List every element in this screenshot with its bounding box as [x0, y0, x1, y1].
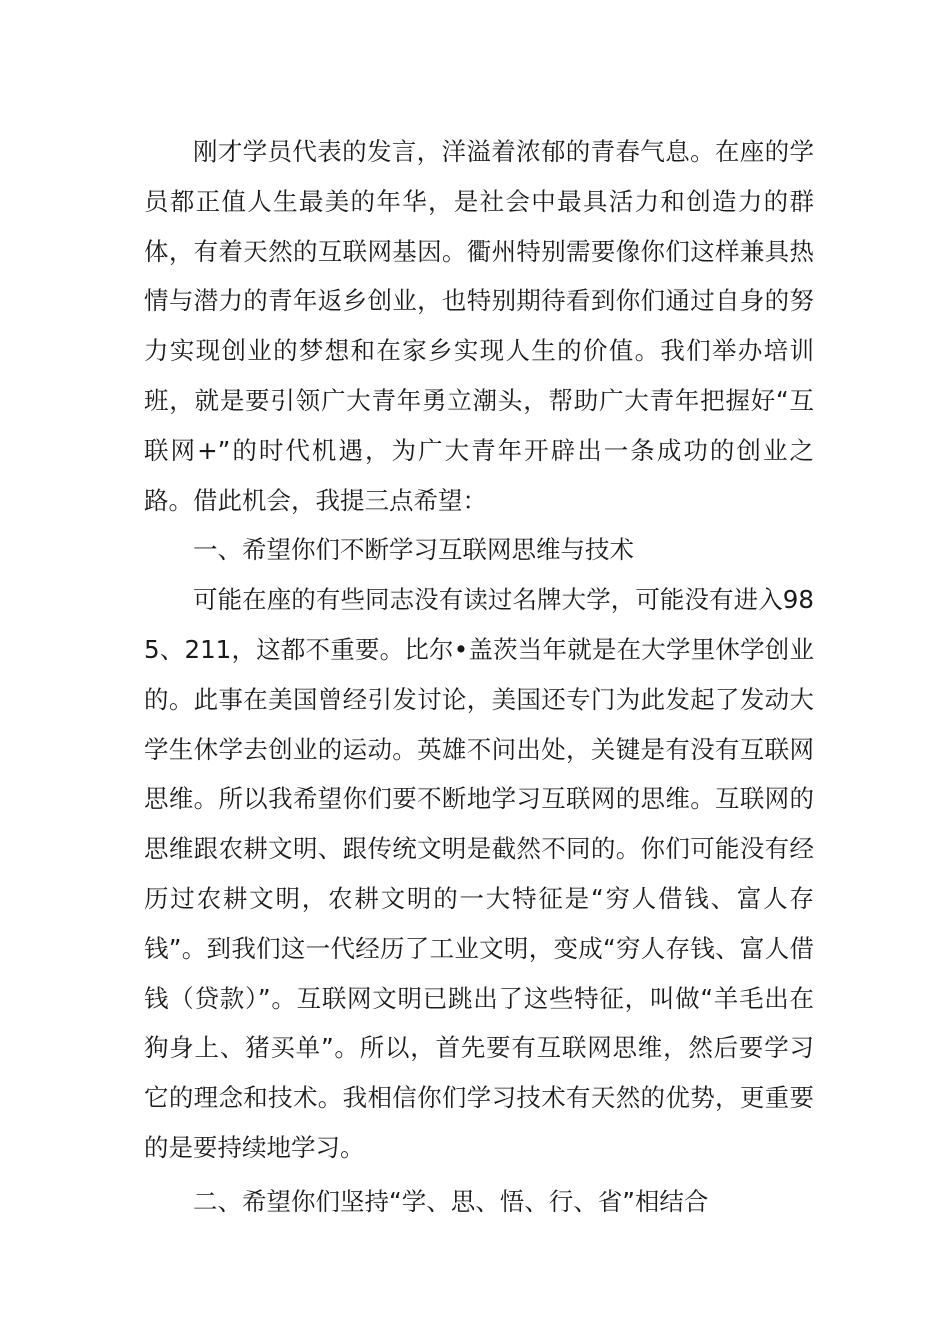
section-heading-2: 二、希望你们坚持“学、思、悟、行、省”相结合 [193, 1186, 709, 1216]
section-heading-1: 一、希望你们不断学习互联网思维与技术 [193, 535, 634, 565]
intro-paragraph: 刚才学员代表的发言，洋溢着浓郁的青春气息。在座的学员都正值人生最美的年华，是社会中最具活力和创造力的群体，有着天然的互联网基因。衢州特别需要像你们这样兼具热情与潜力的青年返乡创业，也特别期待看到你们通过自身的努力实现创业的梦想和在家乡实现人生的价值。我们举办培训班，就是要引领广大青年勇立潮头，帮助广大青年把握好“互联网+”的时代机遇，为广大青年开辟出一条成功的创业之路。借此机会，我提三点希望： [144, 137, 814, 515]
document-body [144, 127, 814, 1227]
section-1-paragraph: 可能在座的有些同志没有读过名牌大学，可能没有进入985、211，这都不重要。比尔•盖茨当年就是在大学里休学创业的。此事在美国曾经引发讨论，美国还专门为此发起了发动大学生休学去创业的运动。英雄不问出处，关键是有没有互联网思维。所以我希望你们要不断地学习互联网的思维。互联网的思维跟农耕文明、跟传统文明是截然不同的。你们可能没有经历过农耕文明，农耕文明的一大特征是“穷人借钱、富人存钱”。到我们这一代经历了工业文明，变成“穷人存钱、富人借钱（贷款）”。互联网文明已跳出了这些特征，叫做“羊毛出在狗身上、猪买单”。所以，首先要有互联网思维，然后要学习它的理念和技术。我相信你们学习技术有天然的优势，更重要的是要持续地学习。 [144, 585, 814, 1162]
